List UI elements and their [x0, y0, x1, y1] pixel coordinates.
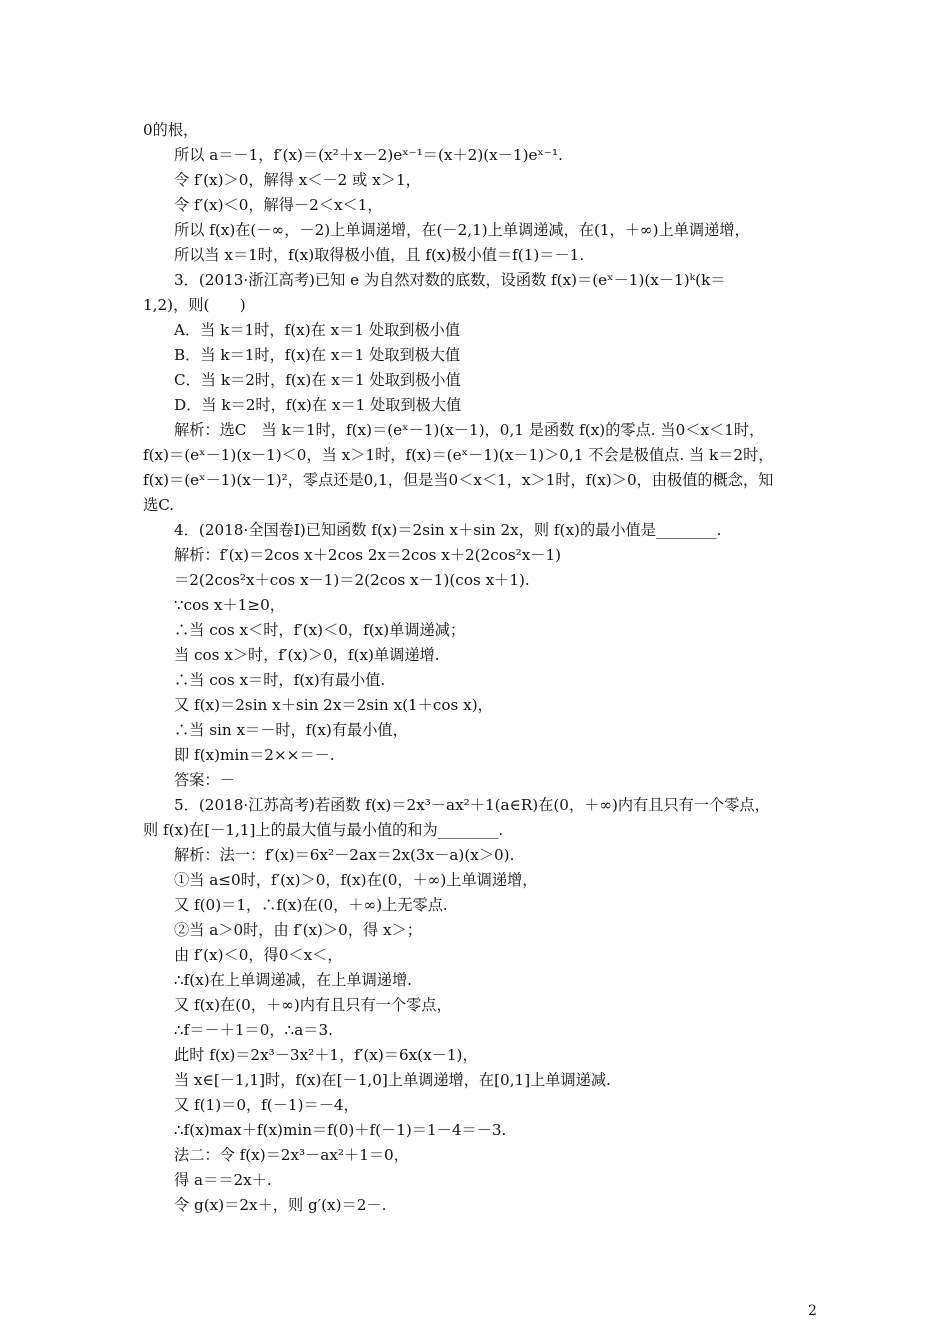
text-line: 0的根，: [143, 121, 199, 139]
text-line: 选C.: [143, 496, 175, 514]
text-line: ∴当 sin x＝－时，f(x)有最小值，: [174, 721, 408, 739]
text-line: A．当 k＝1时，f(x)在 x＝1 处取到极小值: [174, 321, 461, 339]
text-line: 得 a＝＝2x＋.: [174, 1171, 272, 1189]
text-line: B．当 k＝1时，f(x)在 x＝1 处取到极大值: [174, 346, 461, 364]
text-line: 又 f(1)＝0，f(－1)＝－4，: [174, 1096, 359, 1114]
text-line: 又 f(x)＝2sin x＋sin 2x＝2sin x(1＋cos x)，: [174, 696, 493, 714]
text-line: 此时 f(x)＝2x³－3x²＋1，f′(x)＝6x(x－1)，: [174, 1046, 478, 1064]
text-line: 解析：法一：f′(x)＝6x²－2ax＝2x(3x－a)(x＞0).: [174, 846, 515, 864]
text-line: 令 f′(x)＜0，解得－2＜x＜1，: [174, 196, 383, 214]
text-line: ＝2(2cos²x＋cos x－1)＝2(2cos x－1)(cos x＋1).: [174, 571, 530, 589]
text-line: 解析：选C 当 k＝1时，f(x)＝(eˣ－1)(x－1)，0,1 是函数 f(x)的零点. 当0＜x＜1时，: [174, 421, 765, 439]
text-line: 所以 a＝－1，f′(x)＝(x²＋x－2)eˣ⁻¹＝(x＋2)(x－1)eˣ⁻¹.: [174, 146, 563, 164]
text-line: 又 f(0)＝1，∴f(x)在(0，＋∞)上无零点.: [174, 896, 448, 914]
text-line: 1,2)，则( ): [143, 296, 246, 314]
page-content: [143, 118, 815, 1218]
text-line: 所以当 x＝1时，f(x)取得极小值，且 f(x)极小值＝f(1)＝－1.: [174, 246, 585, 264]
text-line: f(x)＝(eˣ－1)(x－1)＜0，当 x＞1时，f(x)＝(eˣ－1)(x－1)＞0,1 不会是极值点. 当 k＝2时，: [143, 446, 774, 464]
text-line: 法二：令 f(x)＝2x³－ax²＋1＝0，: [174, 1146, 409, 1164]
text-line: ∴f(x)max＋f(x)min＝f(0)＋f(－1)＝1－4＝－3.: [174, 1121, 507, 1139]
text-line: ∴f(x)在上单调递减，在上单调递增.: [174, 971, 412, 989]
text-line: ②当 a＞0时，由 f′(x)＞0，得 x＞；: [174, 921, 422, 939]
page-number: 2: [808, 1303, 817, 1319]
text-line: ∴f＝－＋1＝0，∴a＝3.: [174, 1021, 333, 1039]
text-line: 所以 f(x)在(－∞，－2)上单调递增，在(－2,1)上单调递减，在(1，＋∞)上单调递增，: [174, 221, 750, 239]
text-line: ∴当 cos x＝时，f(x)有最小值.: [174, 671, 386, 689]
text-line: 则 f(x)在[－1,1]上的最大值与最小值的和为________.: [143, 821, 504, 839]
text-line: 解析：f′(x)＝2cos x＋2cos 2x＝2cos x＋2(2cos²x－1): [174, 546, 562, 564]
text-line: C．当 k＝2时，f(x)在 x＝1 处取到极小值: [174, 371, 461, 389]
text-line: ①当 a≤0时，f′(x)＞0，f(x)在(0，＋∞)上单调递增，: [174, 871, 538, 889]
text-line: 4．(2018·全国卷Ⅰ)已知函数 f(x)＝2sin x＋sin 2x，则 f(x)的最小值是________.: [174, 521, 722, 539]
text-line: 由 f′(x)＜0，得0＜x＜，: [174, 946, 343, 964]
text-line: 令 f′(x)＞0，解得 x＜－2 或 x＞1，: [174, 171, 421, 189]
text-line: 令 g(x)＝2x＋，则 g′(x)＝2－.: [174, 1196, 387, 1214]
text-line: f(x)＝(eˣ－1)(x－1)²，零点还是0,1，但是当0＜x＜1，x＞1时，f(x)＞0，由极值的概念，知: [143, 471, 774, 489]
text-line: 又 f(x)在(0，＋∞)内有且只有一个零点，: [174, 996, 452, 1014]
text-line: 答案：－: [174, 771, 235, 789]
text-line: 即 f(x)min＝2××＝－.: [174, 746, 335, 764]
text-line: D．当 k＝2时，f(x)在 x＝1 处取到极大值: [174, 396, 462, 414]
text-line: 当 cos x＞时，f′(x)＞0，f(x)单调递增.: [174, 646, 440, 664]
text-line: 3．(2013·浙江高考)已知 e 为自然对数的底数，设函数 f(x)＝(eˣ－1)(x－1)ᵏ(k＝: [174, 271, 726, 289]
text-line: ∵cos x＋1≥0，: [174, 596, 285, 614]
text-line: ∴当 cos x＜时，f′(x)＜0，f(x)单调递减；: [174, 621, 466, 639]
text-line: 当 x∈[－1,1]时，f(x)在[－1,0]上单调递增，在[0,1]上单调递减.: [174, 1071, 611, 1089]
text-line: 5．(2018·江苏高考)若函数 f(x)＝2x³－ax²＋1(a∈R)在(0，＋∞)内有且只有一个零点，: [174, 796, 770, 814]
